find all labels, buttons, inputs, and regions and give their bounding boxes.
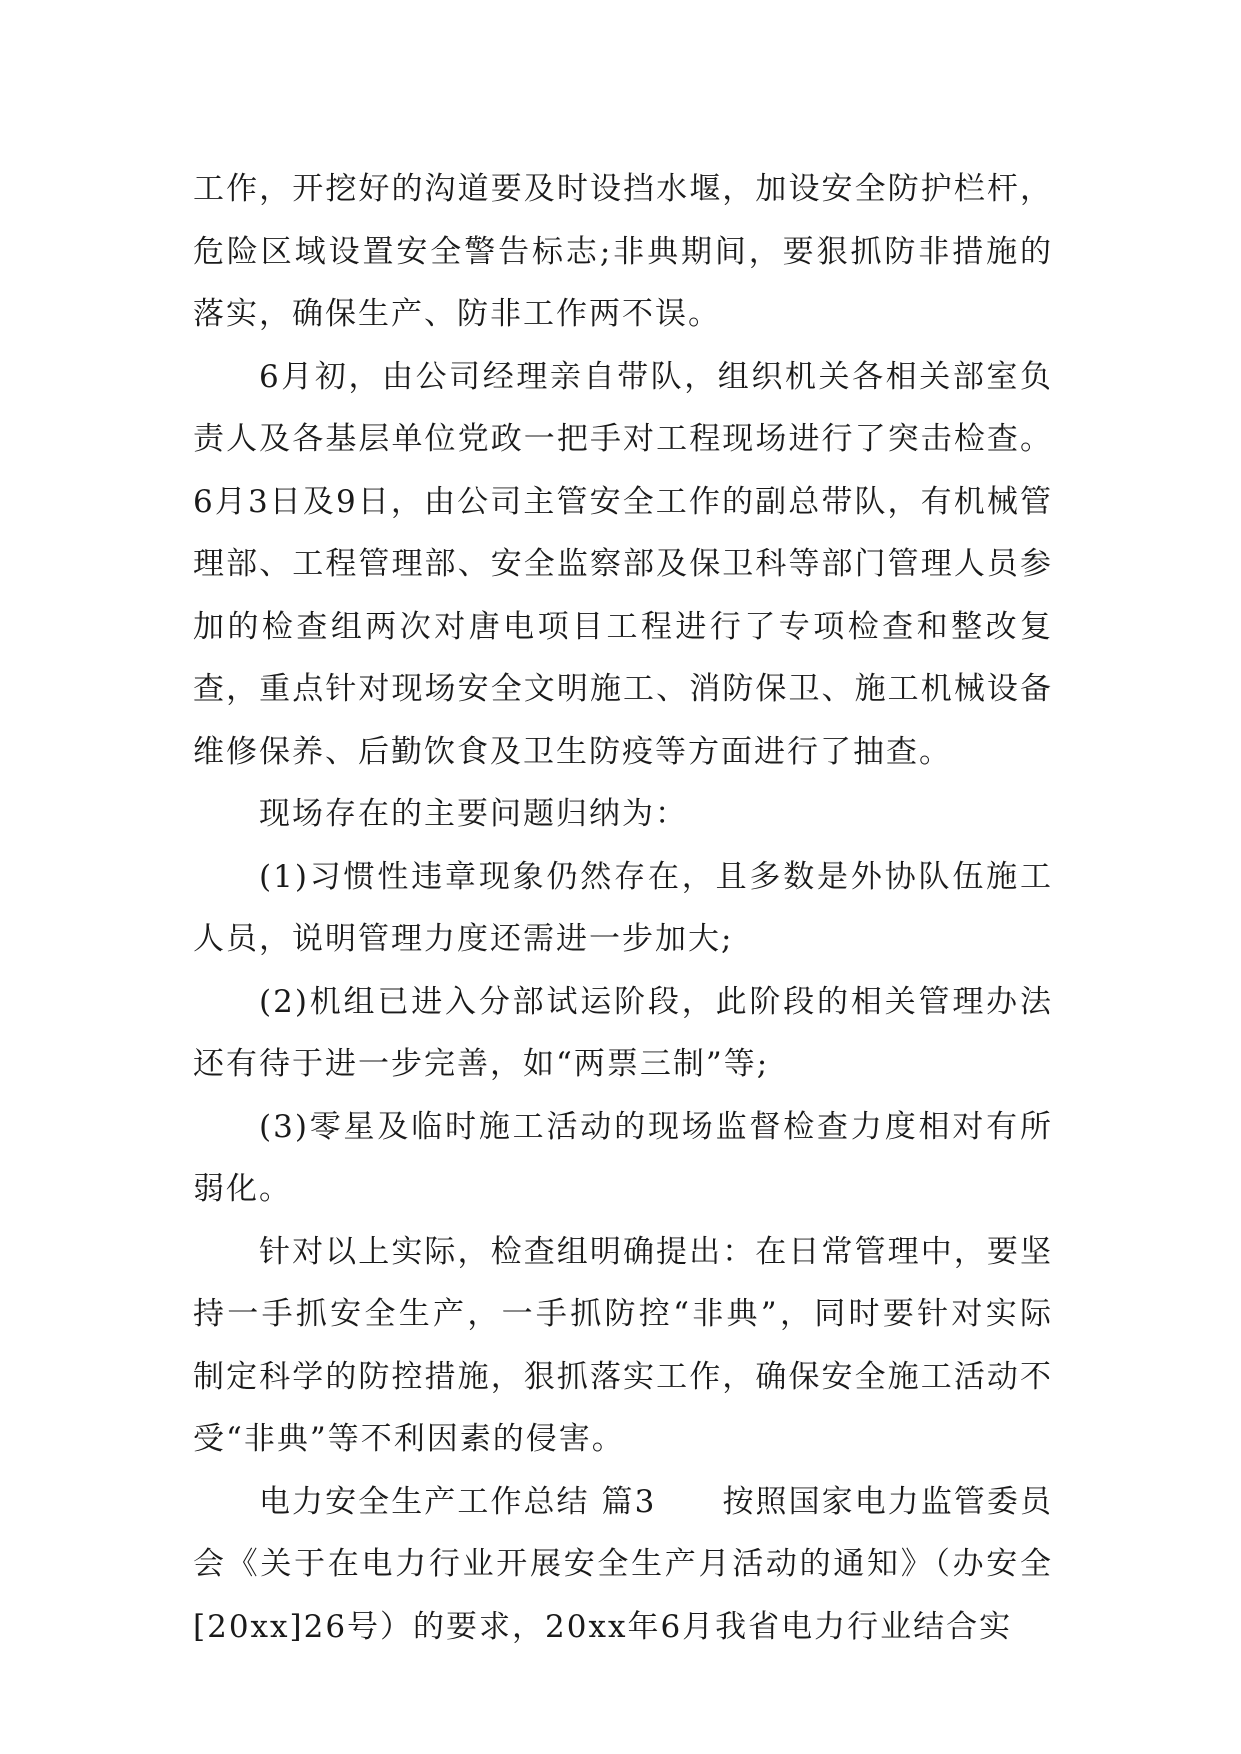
paragraph-4: (1)习惯性违章现象仍然存在，且多数是外协队伍施工人员，说明管理力度还需进一步加大;: [193, 858, 1053, 957]
paragraph-8: 电力安全生产工作总结 篇3 按照国家电力监管委员会《关于在电力行业开展安全生产月活动的通知》（办安全[20xx]26号）的要求，20xx年6月我省电力行业结合实: [193, 1483, 1053, 1645]
paragraph-7: 针对以上实际，检查组明确提出：在日常管理中，要坚持一手抓安全生产，一手抓防控“非典”，同时要针对实际制定科学的防控措施，狠抓落实工作，确保安全施工活动不受“非典”等不利因素的侵害。: [193, 1233, 1053, 1457]
document-body: [193, 158, 1053, 1658]
paragraph-5: (2)机组已进入分部试运阶段，此阶段的相关管理办法还有待于进一步完善，如“两票三制”等;: [193, 983, 1053, 1082]
paragraph-3: 现场存在的主要问题归纳为：: [259, 796, 688, 832]
paragraph-1: 工作，开挖好的沟道要及时设挡水堰，加设安全防护栏杆，危险区域设置安全警告标志;非典期间，要狠抓防非措施的落实，确保生产、防非工作两不误。: [193, 171, 1053, 332]
paragraph-6: (3)零星及临时施工活动的现场监督检查力度相对有所弱化。: [193, 1108, 1053, 1207]
paragraph-2: 6月初，由公司经理亲自带队，组织机关各相关部室负责人及各基层单位党政一把手对工程现场进行了突击检查。6月3日及9日，由公司主管安全工作的副总带队，有机械管理部、工程管理部、安全监察部及保卫科等部门管理人员参加的检查组两次对唐电项目工程进行了专项检查和整改复查，重点针对现场安全文明施工、消防保卫、施工机械设备维修保养、后勤饮食及卫生防疫等方面进行了抽查。: [193, 358, 1053, 770]
